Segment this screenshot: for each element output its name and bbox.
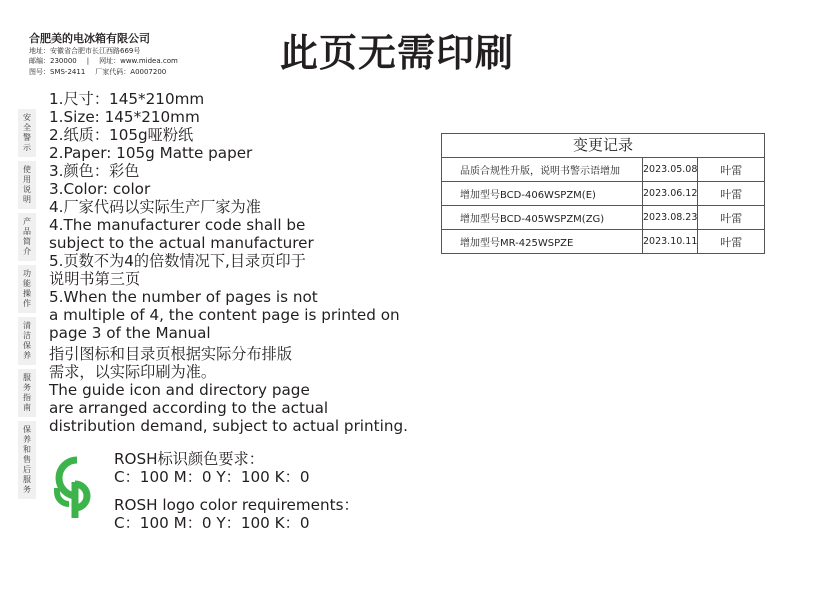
sidebar-tab-char: 养 [23, 435, 31, 444]
sidebar-tab[interactable] [18, 265, 36, 313]
change-description: 增加型号BCD-405WSPZM(ZG) [442, 206, 643, 230]
rosh-logo-icon [49, 452, 103, 522]
sidebar-tabs [18, 109, 36, 503]
sidebar-tab-char: 警 [23, 133, 31, 142]
rosh-text [114, 450, 359, 532]
sidebar-tab[interactable] [18, 369, 36, 417]
sidebar-tab-char: 务 [23, 383, 31, 392]
sidebar-tab-char: 用 [23, 175, 31, 184]
sidebar-tab-char: 操 [23, 289, 31, 298]
table-row [442, 158, 764, 182]
sidebar-tab-char: 使 [23, 165, 31, 174]
sidebar-tab-char: 产 [23, 217, 31, 226]
change-author: 叶雷 [698, 206, 764, 230]
company-codes-line [29, 67, 178, 77]
change-description: 品质合规性升版，说明书警示语增加 [460, 166, 620, 177]
spec-lines [49, 90, 408, 342]
sidebar-tab[interactable] [18, 421, 36, 499]
guide-line: The guide icon and directory page [49, 381, 310, 399]
spec-line: page 3 of the Manual [49, 324, 211, 342]
sidebar-tab-char: 后 [23, 465, 31, 474]
spec-line: 1.尺寸：145*210mm [49, 90, 205, 108]
change-author: 叶雷 [698, 230, 764, 254]
sidebar-tab-char: 售 [23, 455, 31, 464]
company-contact-line [29, 56, 178, 66]
guide-line: distribution demand, subject to actual printing. [49, 417, 408, 435]
sidebar-tab-char: 保 [23, 425, 31, 434]
change-log-rows [442, 158, 764, 253]
change-date: 2023.10.11 [643, 230, 698, 254]
table-row [442, 230, 764, 254]
rosh-section [49, 452, 359, 532]
sidebar-tab-char: 和 [23, 445, 31, 454]
sidebar-tab[interactable] [18, 317, 36, 365]
spec-line: 5.页数不为4的倍数情况下,目录页印于 [49, 252, 306, 270]
sidebar-tab-char: 品 [23, 227, 31, 236]
change-description: 增加型号MR-425WSPZE [442, 230, 643, 254]
sidebar-tab-char: 清 [23, 321, 31, 330]
sidebar-tab-char: 全 [23, 123, 31, 132]
spec-line: 4.The manufacturer code shall be [49, 216, 306, 234]
spec-line: 2.Paper: 105g Matte paper [49, 144, 253, 162]
company-website: 网址：www.midea.com [99, 57, 178, 66]
sidebar-tab-char: 指 [23, 393, 31, 402]
company-name: 合肥美的电冰箱有限公司 [29, 32, 150, 45]
sidebar-tab-char: 服 [23, 475, 31, 484]
sidebar-tab[interactable] [18, 161, 36, 209]
page-title: 此页无需印刷 [280, 31, 515, 75]
spec-line: 说明书第三页 [49, 270, 141, 288]
sidebar-tab-char: 介 [23, 247, 31, 256]
change-date: 2023.06.12 [643, 182, 698, 206]
sidebar-tab[interactable] [18, 109, 36, 157]
sidebar-tab[interactable] [18, 213, 36, 261]
spec-line: a multiple of 4, the content page is printed on [49, 306, 400, 324]
sidebar-tab-char: 示 [23, 143, 31, 152]
spec-line: 1.Size: 145*210mm [49, 108, 200, 126]
change-author: 叶雷 [698, 158, 764, 182]
rosh-en-title: ROSH logo color requirements： [114, 496, 359, 514]
table-row [442, 182, 764, 206]
sidebar-tab-char: 安 [23, 113, 31, 122]
sidebar-tab-char: 务 [23, 485, 31, 494]
guide-line: 需求，以实际印刷为准。 [49, 363, 217, 381]
spec-line: 3.Color: color [49, 180, 151, 198]
spec-line: 5.When the number of pages is not [49, 288, 318, 306]
sidebar-tab-char: 明 [23, 195, 31, 204]
sidebar-tab-char: 养 [23, 351, 31, 360]
sidebar-tab-char: 南 [23, 403, 31, 412]
spec-line: 2.纸质：105g哑粉纸 [49, 126, 194, 144]
sidebar-tab-char: 作 [23, 299, 31, 308]
change-description: 增加型号BCD-406WSPZM(E) [442, 182, 643, 206]
spec-notes [49, 90, 408, 435]
change-date: 2023.08.23 [643, 206, 698, 230]
sidebar-tab-char: 洁 [23, 331, 31, 340]
sidebar-tab-char: 说 [23, 185, 31, 194]
company-address: 地址：安徽省合肥市长江西路669号 [29, 47, 141, 55]
company-info [29, 32, 178, 77]
change-author: 叶雷 [698, 182, 764, 206]
guide-line: 指引图标和目录页根据实际分布排版 [49, 345, 292, 363]
drawing-number: 图号：SMS-2411 [29, 67, 86, 76]
spec-line: 3.颜色：彩色 [49, 162, 140, 180]
table-row [442, 206, 764, 230]
sidebar-tab-char: 保 [23, 341, 31, 350]
sidebar-tab-char: 功 [23, 269, 31, 278]
guide-notes [49, 345, 408, 435]
company-postcode: 邮编：230000 [29, 57, 77, 66]
rosh-cn-title: ROSH标识颜色要求： [114, 450, 264, 468]
sidebar-tab-char: 服 [23, 373, 31, 382]
sidebar-tab-char: 能 [23, 279, 31, 288]
sidebar-tab-char: 简 [23, 237, 31, 246]
rosh-en-value: C：100 M：0 Y：100 K：0 [114, 514, 310, 532]
vendor-code: 厂家代码：A0007200 [95, 67, 167, 76]
separator: | [86, 57, 90, 66]
spec-line: subject to the actual manufacturer [49, 234, 314, 252]
change-log-title: 变更记录 [442, 134, 764, 158]
rosh-cn-value: C：100 M：0 Y：100 K：0 [114, 468, 310, 486]
spec-line: 4.厂家代码以实际生产厂家为准 [49, 198, 261, 216]
change-log-table [441, 133, 765, 254]
guide-line: are arranged according to the actual [49, 399, 329, 417]
change-date: 2023.05.08 [643, 158, 698, 182]
